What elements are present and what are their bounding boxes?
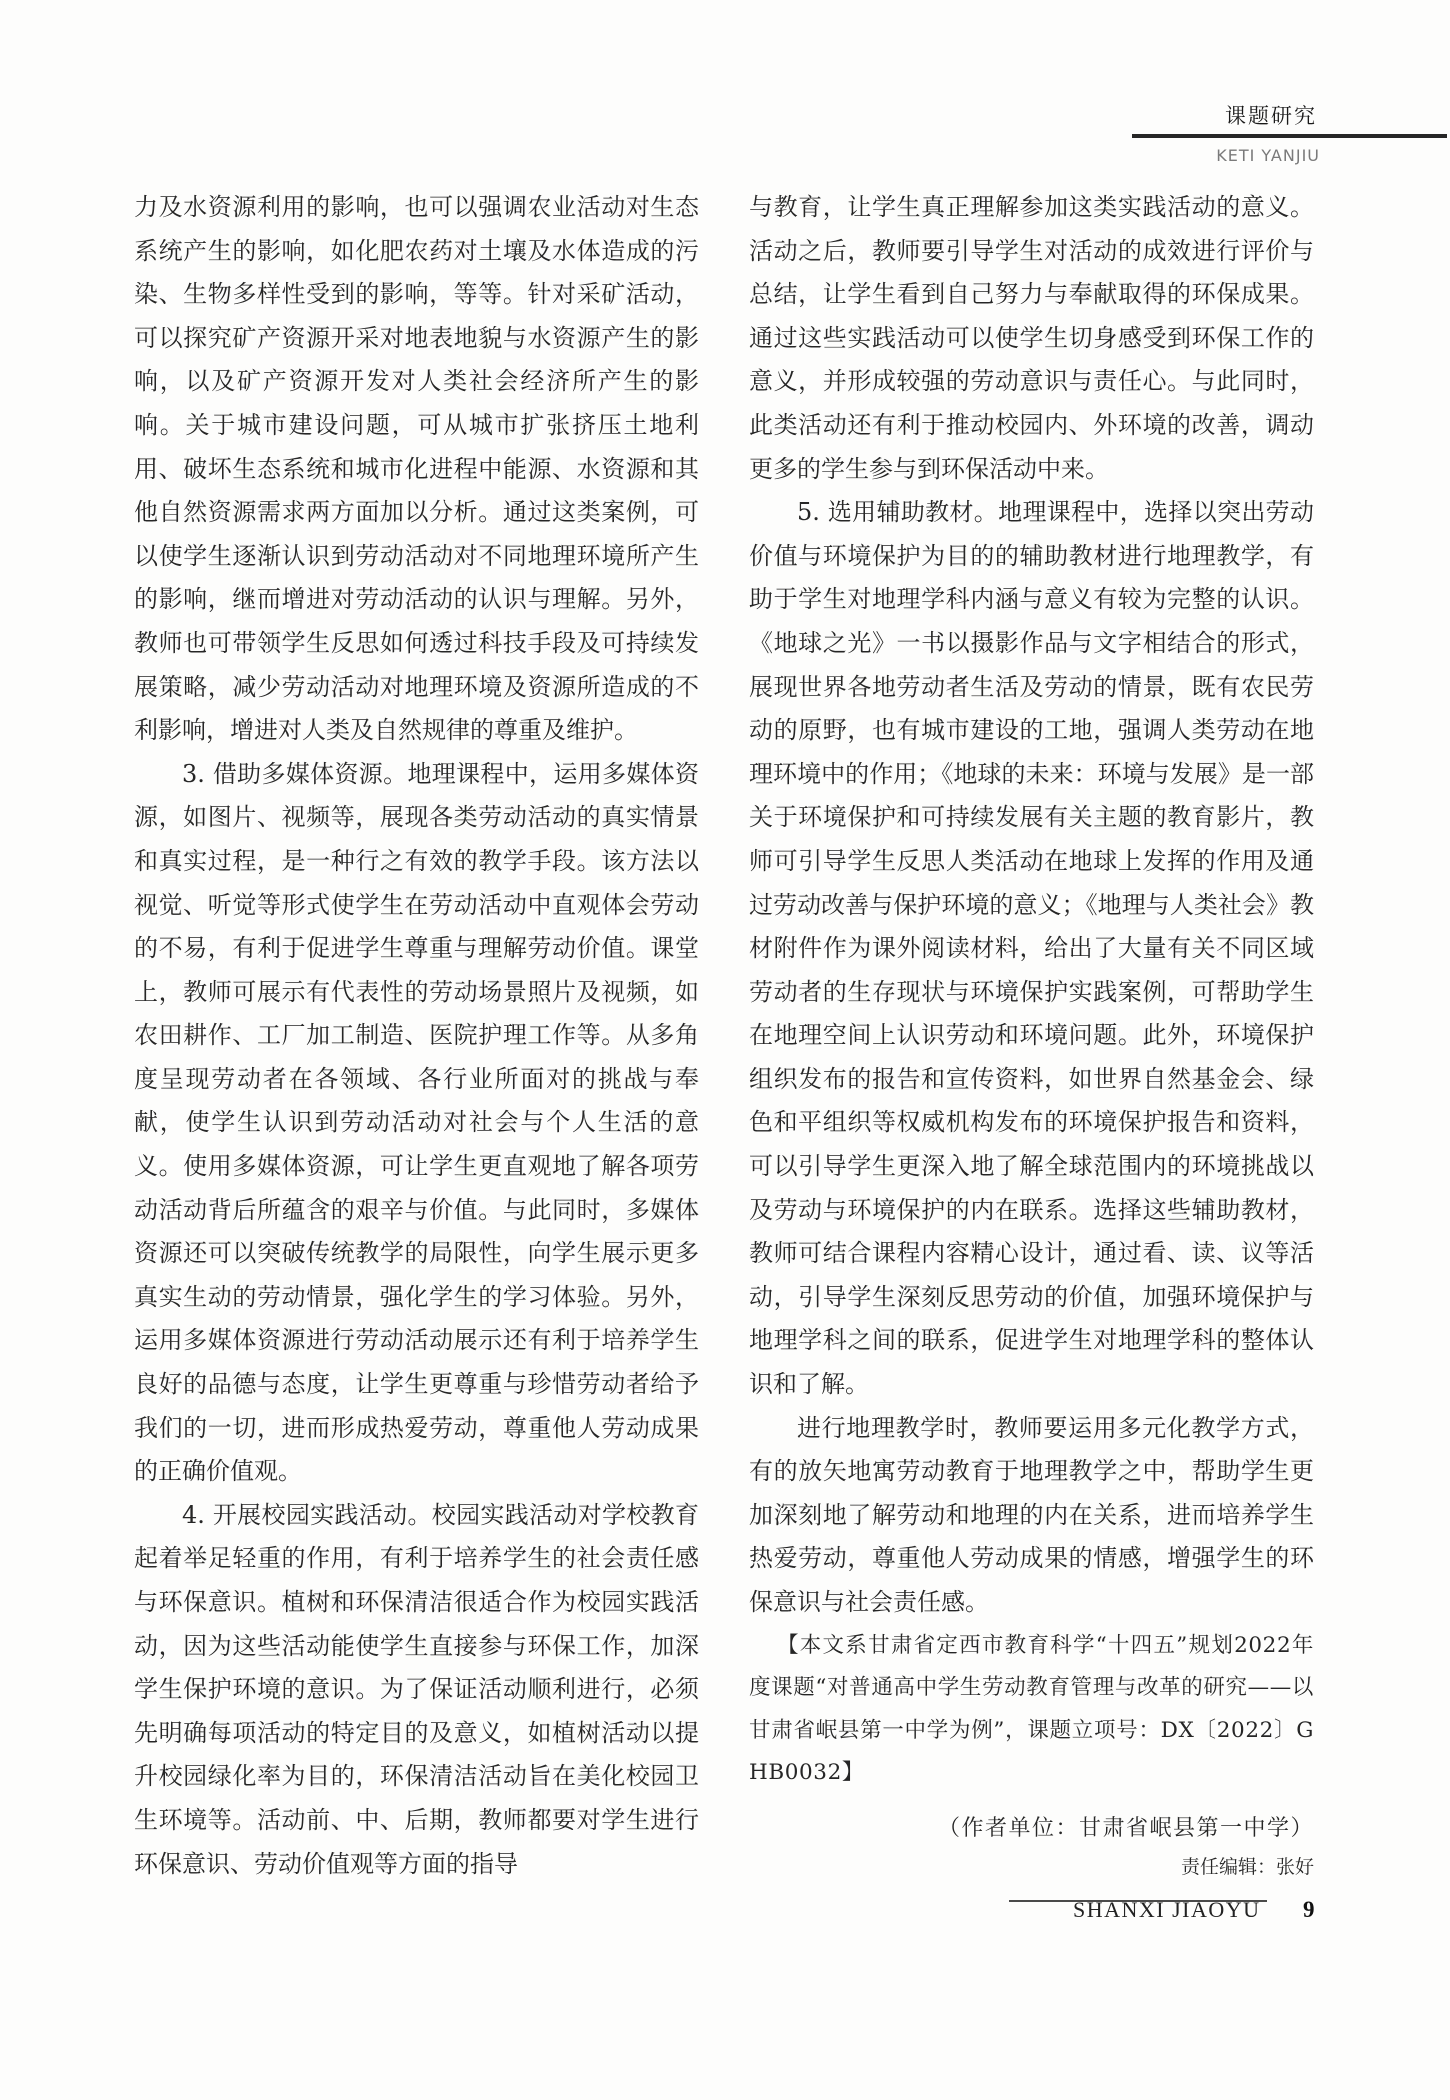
- paragraph-campus-practice: 4. 开展校园实践活动。校园实践活动对学校教育起着举足轻重的作用，有利于培养学生的社会责任感与环保意识。植树和环保清洁很适合作为校园实践活动，因为这些活动能使学生直接参与环保工作，加深学生保护环境的意识。为了保证活动顺利进行，必须先明确每项活动的特定目的及意义，如植树活动以提升校园绿化率为目的，环保清洁活动旨在美化校园卫生环境等。活动前、中、后期，教师都要对学生进行环保意识、劳动价值观等方面的指导: [134, 1500, 699, 1878]
- paragraph-conclusion: 进行地理教学时，教师要运用多元化教学方式，有的放矢地寓劳动教育于地理教学之中，帮助学生更加深刻地了解劳动和地理的内在关系，进而培养学生热爱劳动，尊重他人劳动成果的情感，增强学生的环保意识与社会责任感。: [749, 1413, 1314, 1616]
- journal-name: SHANXI JIAOYU: [1073, 1897, 1261, 1922]
- paragraph-multimedia: 3. 借助多媒体资源。地理课程中，运用多媒体资源，如图片、视频等，展现各类劳动活动的真实情景和真实过程，是一种行之有效的教学手段。该方法以视觉、听觉等形式使学生在劳动活动中直观体会劳动的不易，有利于促进学生尊重与理解劳动价值。课堂上，教师可展示有代表性的劳动场景照片及视频，如农田耕作、工厂加工制造、医院护理工作等。从多角度呈现劳动者在各领域、各行业所面对的挑战与奉献，使学生认识到劳动活动对社会与个人生活的意义。使用多媒体资源，可让学生更直观地了解各项劳动活动背后所蕴含的艰辛与价值。与此同时，多媒体资源还可以突破传统教学的局限性，向学生展示更多真实生动的劳动情景，强化学生的学习体验。另外，运用多媒体资源进行劳动活动展示还有利于培养学生良好的品德与态度，让学生更尊重与珍惜劳动者给予我们的一切，进而形成热爱劳动，尊重他人劳动成果的正确价值观。: [134, 759, 699, 1486]
- paragraph-auxiliary-materials: 5. 选用辅助教材。地理课程中，选择以突出劳动价值与环境保护为目的的辅助教材进行地理教学，有助于学生对地理学科内涵与意义有较为完整的认识。《地球之光》一书以摄影作品与文字相结合的形式，展现世界各地劳动者生活及劳动的情景，既有农民劳动的原野，也有城市建设的工地，强调人类劳动在地理环境中的作用；《地球的未来：环境与发展》是一部关于环境保护和可持续发展有关主题的教育影片，教师可引导学生反思人类活动在地球上发挥的作用及通过劳动改善与保护环境的意义；《地理与人类社会》教材附件作为课外阅读材料，给出了大量有关不同区域劳动者的生存现状与环境保护实践案例，可帮助学生在地理空间上认识劳动和环境问题。此外，环境保护组织发布的报告和宣传资料，如世界自然基金会、绿色和平组织等权威机构发布的环境保护报告和资料，可以引导学生更深入地了解全球范围内的环境挑战以及劳动与环境保护的内在联系。选择这些辅助教材，教师可结合课程内容精心设计，通过看、读、议等活动，引导学生深刻反思劳动的价值，加强环境保护与地理学科之间的联系，促进学生对地理学科的整体认识和了解。: [749, 498, 1314, 1399]
- right-column: [749, 186, 1314, 1885]
- responsible-editor: 责任编辑：张好: [1180, 1855, 1314, 1878]
- left-column: [134, 186, 699, 1886]
- header-divider: [1132, 134, 1447, 138]
- page-number: 9: [1303, 1897, 1315, 1922]
- funding-note: 【本文系甘肃省定西市教育科学“十四五”规划2022年度课题“对普通高中学生劳动教育管理与改革的研究——以甘肃省岷县第一中学为例”，课题立项号：DX〔2022〕GHB0032】: [749, 1632, 1314, 1786]
- paragraph-evaluation: 与教育，让学生真正理解参加这类实践活动的意义。活动之后，教师要引导学生对活动的成效进行评价与总结，让学生看到自己努力与奉献取得的环保成果。通过这些实践活动可以使学生切身感受到环保工作的意义，并形成较强的劳动意识与责任心。与此同时，此类活动还有利于推动校园内、外环境的改善，调动更多的学生参与到环保活动中来。: [749, 193, 1314, 483]
- section-title: 课题研究: [1225, 104, 1317, 128]
- paragraph-continuation: 力及水资源利用的影响，也可以强调农业活动对生态系统产生的影响，如化肥农药对土壤及水体造成的污染、生物多样性受到的影响，等等。针对采矿活动，可以探究矿产资源开采对地表地貌与水资源产生的影响，以及矿产资源开发对人类社会经济所产生的影响。关于城市建设问题，可从城市扩张挤压土地利用、破坏生态系统和城市化进程中能源、水资源和其他自然资源需求两方面加以分析。通过这类案例，可以使学生逐渐认识到劳动活动对不同地理环境所产生的影响，继而增进对劳动活动的认识与理解。另外，教师也可带领学生反思如何透过科技手段及可持续发展策略，减少劳动活动对地理环境及资源所造成的不利影响，增进对人类及自然规律的尊重及维护。: [134, 193, 699, 745]
- section-subtitle: KETI YANJIU: [1216, 146, 1320, 165]
- author-affiliation: （作者单位：甘肃省岷县第一中学）: [937, 1815, 1314, 1841]
